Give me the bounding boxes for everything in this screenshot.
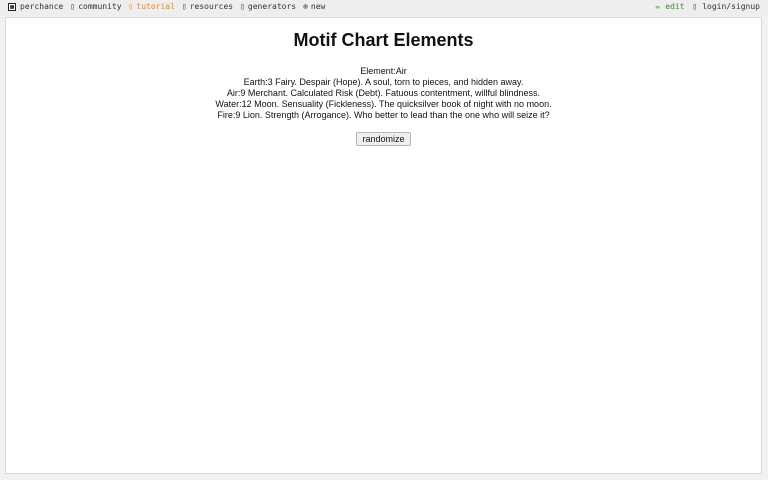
top-navigation-bar [0,0,768,16]
nav-generators-label: generators [247,2,297,11]
nav-resources[interactable] [182,2,233,11]
nav-tutorial-label: tutorial [136,2,175,11]
nav-generators[interactable] [240,2,296,11]
login-label: login/signup [702,2,760,11]
plus-circle-icon: ⊕ [303,1,308,11]
nav-resources-label: resources [189,2,234,11]
generator-output-panel [5,17,762,474]
edit-label: edit [665,2,685,11]
button-row [6,129,761,147]
edit-link[interactable] [656,2,685,11]
nav-left [8,2,332,11]
nav-tutorial[interactable] [129,2,175,11]
nav-community-label: community [78,2,122,11]
nav-new[interactable] [303,2,325,11]
output-line-fire: Fire:9 Lion. Strength (Arrogance). Who better to lead than the one who will seize it? [217,110,550,120]
book-icon: ▯ [128,1,134,11]
output-line-earth: Earth:3 Fairy. Despair (Hope). A soul, torn to pieces, and hidden away. [243,77,524,87]
page-title: Motif Chart Elements [293,30,474,50]
chat-icon: ▯ [70,1,76,11]
link-icon: ▯ [181,1,187,11]
login-signup-link[interactable] [693,2,760,11]
output-line-element: Element:Air [360,66,407,76]
nav-community[interactable] [70,2,121,11]
dice-icon: ▯ [240,1,245,11]
nav-perchance-label: perchance [20,2,64,11]
die-icon [8,3,16,11]
output-line-water: Water:12 Moon. Sensuality (Fickleness). The quicksilver book of night with no moon. [215,99,552,109]
user-icon: ▯ [692,2,698,11]
output-lines [6,66,761,121]
nav-new-label: new [310,2,326,11]
output-line-air: Air:9 Merchant. Calculated Risk (Debt). Fatuous contentment, willful blindness. [226,88,541,98]
nav-right [656,2,760,11]
nav-perchance[interactable] [8,2,63,11]
pencil-icon: ✏ [655,2,661,11]
randomize-button[interactable]: randomize [356,132,410,146]
